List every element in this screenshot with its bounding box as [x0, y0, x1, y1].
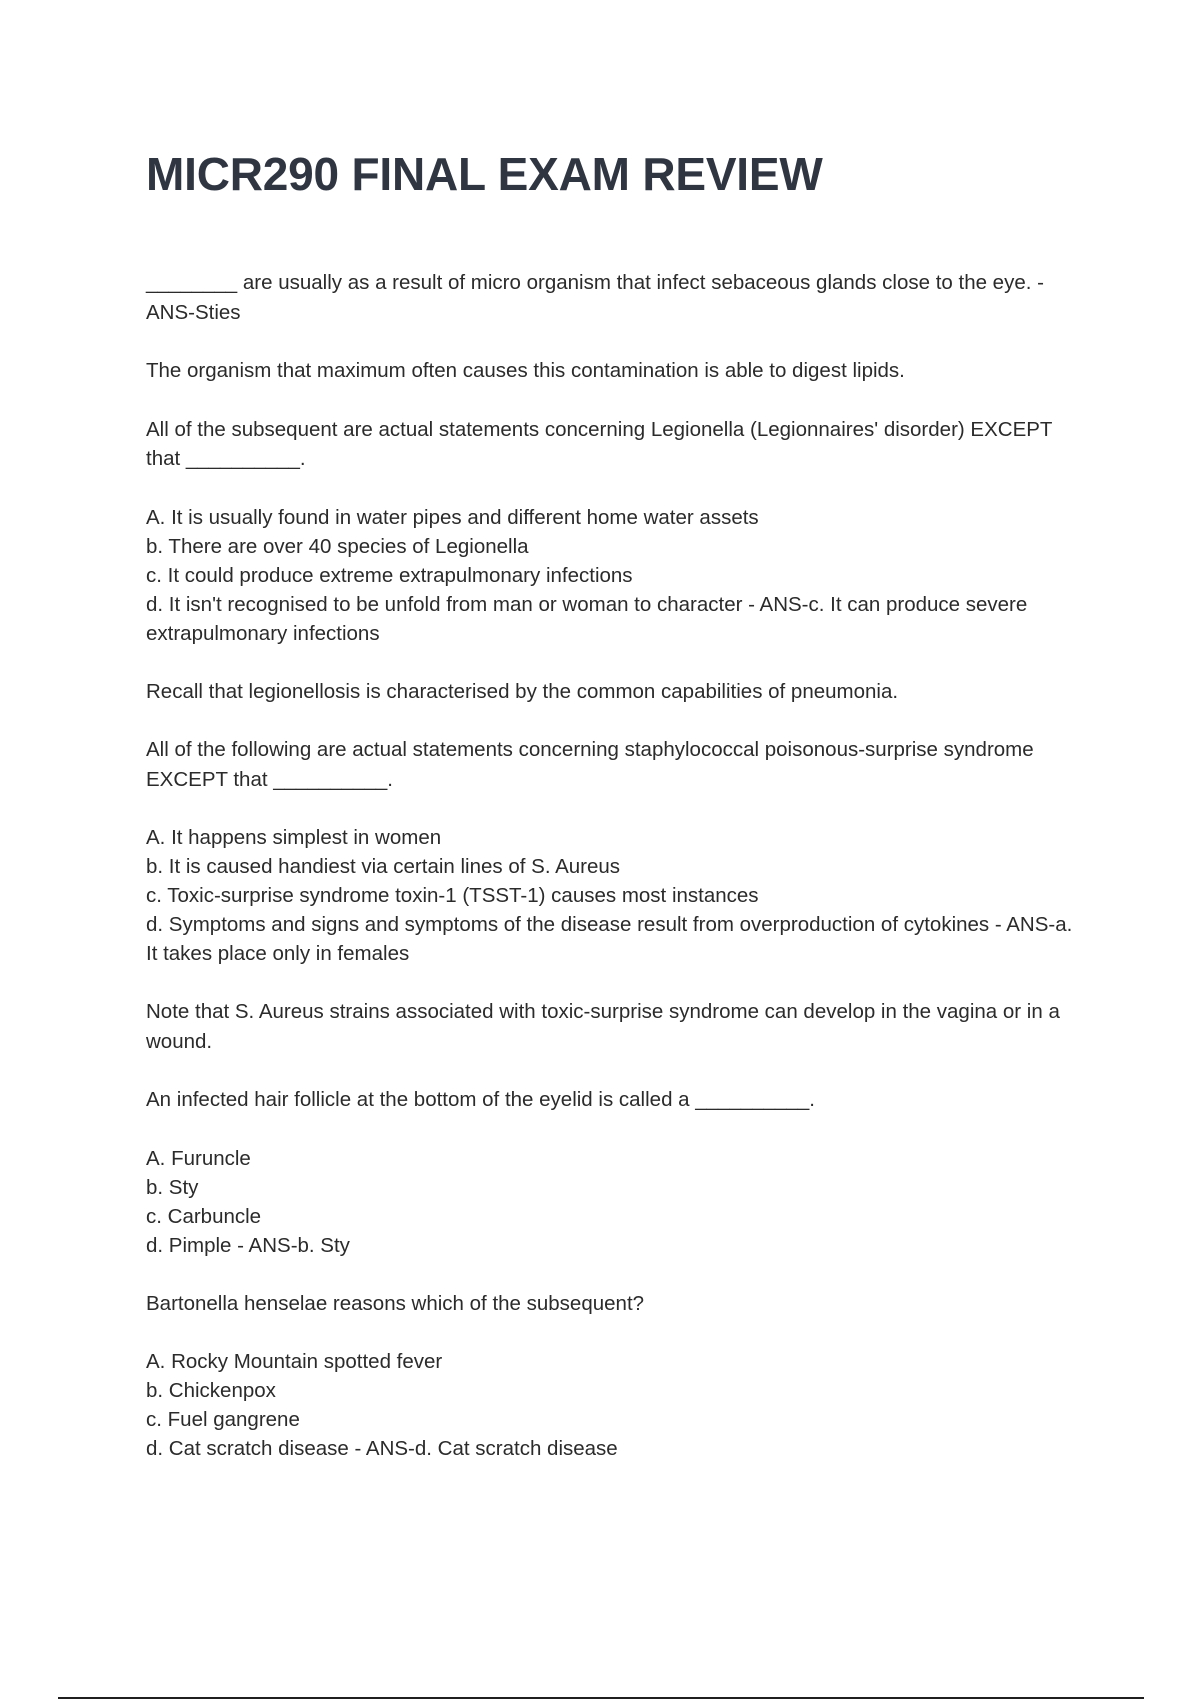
question-paragraph: Bartonella henselae reasons which of the subsequent? — [146, 1291, 645, 1315]
answer-option: c. Carbuncle — [146, 1204, 262, 1228]
answer-option: d. Symptoms and signs and symptoms of the disease result from overproduction of cytokines - ANS-a. It takes place only in females — [146, 913, 1073, 965]
note-paragraph: Recall that legionellosis is characterised by the common capabilities of pneumonia. — [146, 679, 899, 703]
answer-option: b. There are over 40 species of Legionella — [146, 534, 529, 558]
answer-option: b. Chickenpox — [146, 1379, 276, 1402]
answer-option: d. It isn't recognised to be unfold from man or woman to character - ANS-c. It can produce severe extrapulmonary infections — [146, 592, 1028, 645]
question-paragraph: All of the subsequent are actual statements concerning Legionella (Legionnaires' disorder) EXCEPT that __________. — [146, 417, 1053, 470]
answer-option: c. Fuel gangrene — [146, 1408, 300, 1431]
question-paragraph: All of the following are actual statements concerning staphylococcal poisonous-surprise syndrome EXCEPT that __________. — [146, 738, 1034, 791]
answer-option: A. It happens simplest in women — [146, 826, 442, 849]
answer-option: A. It is usually found in water pipes and different home water assets — [146, 505, 759, 529]
answer-option: d. Cat scratch disease - ANS-d. Cat scratch disease — [146, 1437, 618, 1460]
answer-option: c. It could produce extreme extrapulmonary infections — [146, 563, 633, 587]
question-paragraph: ________ are usually as a result of micro organism that infect sebaceous glands close to the eye. - ANS-Sties — [146, 271, 1044, 324]
document-page — [146, 148, 1076, 1492]
note-paragraph: Note that S. Aureus strains associated with toxic-surprise syndrome can develop in the vagina or in a wound. — [146, 1000, 1060, 1053]
answer-options — [146, 823, 1076, 968]
answer-option: A. Furuncle — [146, 1146, 251, 1170]
answer-option: A. Rocky Mountain spotted fever — [146, 1350, 443, 1373]
question-paragraph: An infected hair follicle at the bottom of the eyelid is called a __________. — [146, 1088, 815, 1111]
answer-options — [146, 503, 1076, 648]
answer-option: c. Toxic-surprise syndrome toxin-1 (TSST-1) causes most instances — [146, 884, 759, 907]
answer-options — [146, 1144, 1076, 1260]
answer-option: b. It is caused handiest via certain lines of S. Aureus — [146, 855, 621, 878]
footer-divider — [58, 1697, 1144, 1699]
note-paragraph: The organism that maximum often causes this contamination is able to digest lipids. — [146, 359, 905, 382]
answer-options — [146, 1347, 1076, 1463]
answer-option: b. Sty — [146, 1175, 199, 1199]
answer-option: d. Pimple - ANS-b. Sty — [146, 1233, 350, 1257]
document-title: MICR290 FINAL EXAM REVIEW — [146, 148, 823, 200]
document-content — [146, 268, 1076, 1463]
